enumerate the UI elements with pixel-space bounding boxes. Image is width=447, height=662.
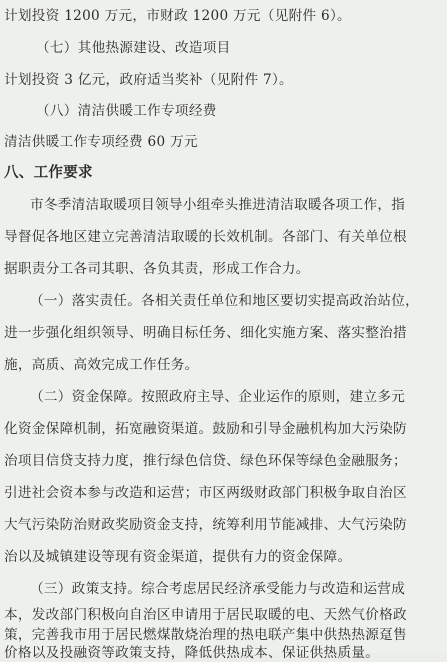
text-line: 施，高质、高效完成工作任务。 [4,357,199,373]
subheading-eight: （八）清洁供暖工作专项经费 [36,103,217,119]
text-line: 策，完善我市用于居民燃煤散烧治理的热电联产集中供热热源趸售 [4,627,407,643]
text-line: 大气污染防治财政奖励资金支持，统筹利用节能减排、大气污染防 [4,517,407,533]
text-line: 导督促各地区建立完善清洁取暖的长效机制。各部门、有关单位根 [4,229,407,245]
text-line: 据职责分工各司其职、各负其责，形成工作合力。 [4,261,310,277]
text-line: 计划投资 1200 万元，市财政 1200 万元（见附件 6）。 [4,8,351,24]
text-line: （三）政策支持。综合考虑居民经济承受能力与改造和运营成 [30,581,406,597]
text-line: （一）落实责任。各相关责任单位和地区要切实提高政治站位， [30,293,420,309]
text-line: 计划投资 3 亿元，政府适当奖补（见附件 7）。 [4,72,293,88]
text-line: 清洁供暖工作专项经费 60 万元 [4,134,198,150]
text-line: （二）资金保障。按照政府主导、企业运作的原则，建立多元 [30,389,406,405]
subheading-seven: （七）其他热源建设、改造项目 [36,40,231,56]
text-line: 治以及城镇建设等现有资金渠道，提供有力的资金保障。 [4,549,352,565]
text-line: 化资金保障机制，拓宽融资渠道。鼓励和引导金融机构加大污染防 [4,421,407,437]
text-line: 治项目信贷支持力度，推行绿色信贷、绿色环保等绿色金融服务； [4,453,407,469]
section-heading: 八、工作要求 [4,164,93,181]
text-line: 市冬季清洁取暖项目领导小组牵头推进清洁取暖各项工作，指 [30,197,406,213]
text-line: 进一步强化组织领导、明确目标任务、细化实施方案、落实整治措 [4,325,407,341]
text-line: 本，发改部门积极向自治区申请用于居民取暖的电、天然气价格政 [4,607,407,623]
text-line: 引进社会资本参与改造和运营；市区两级财政部门积极争取自治区 [4,485,407,501]
text-line: 价格以及投融资等政策支持，降低供热成本、保证供热质量。 [4,645,380,661]
